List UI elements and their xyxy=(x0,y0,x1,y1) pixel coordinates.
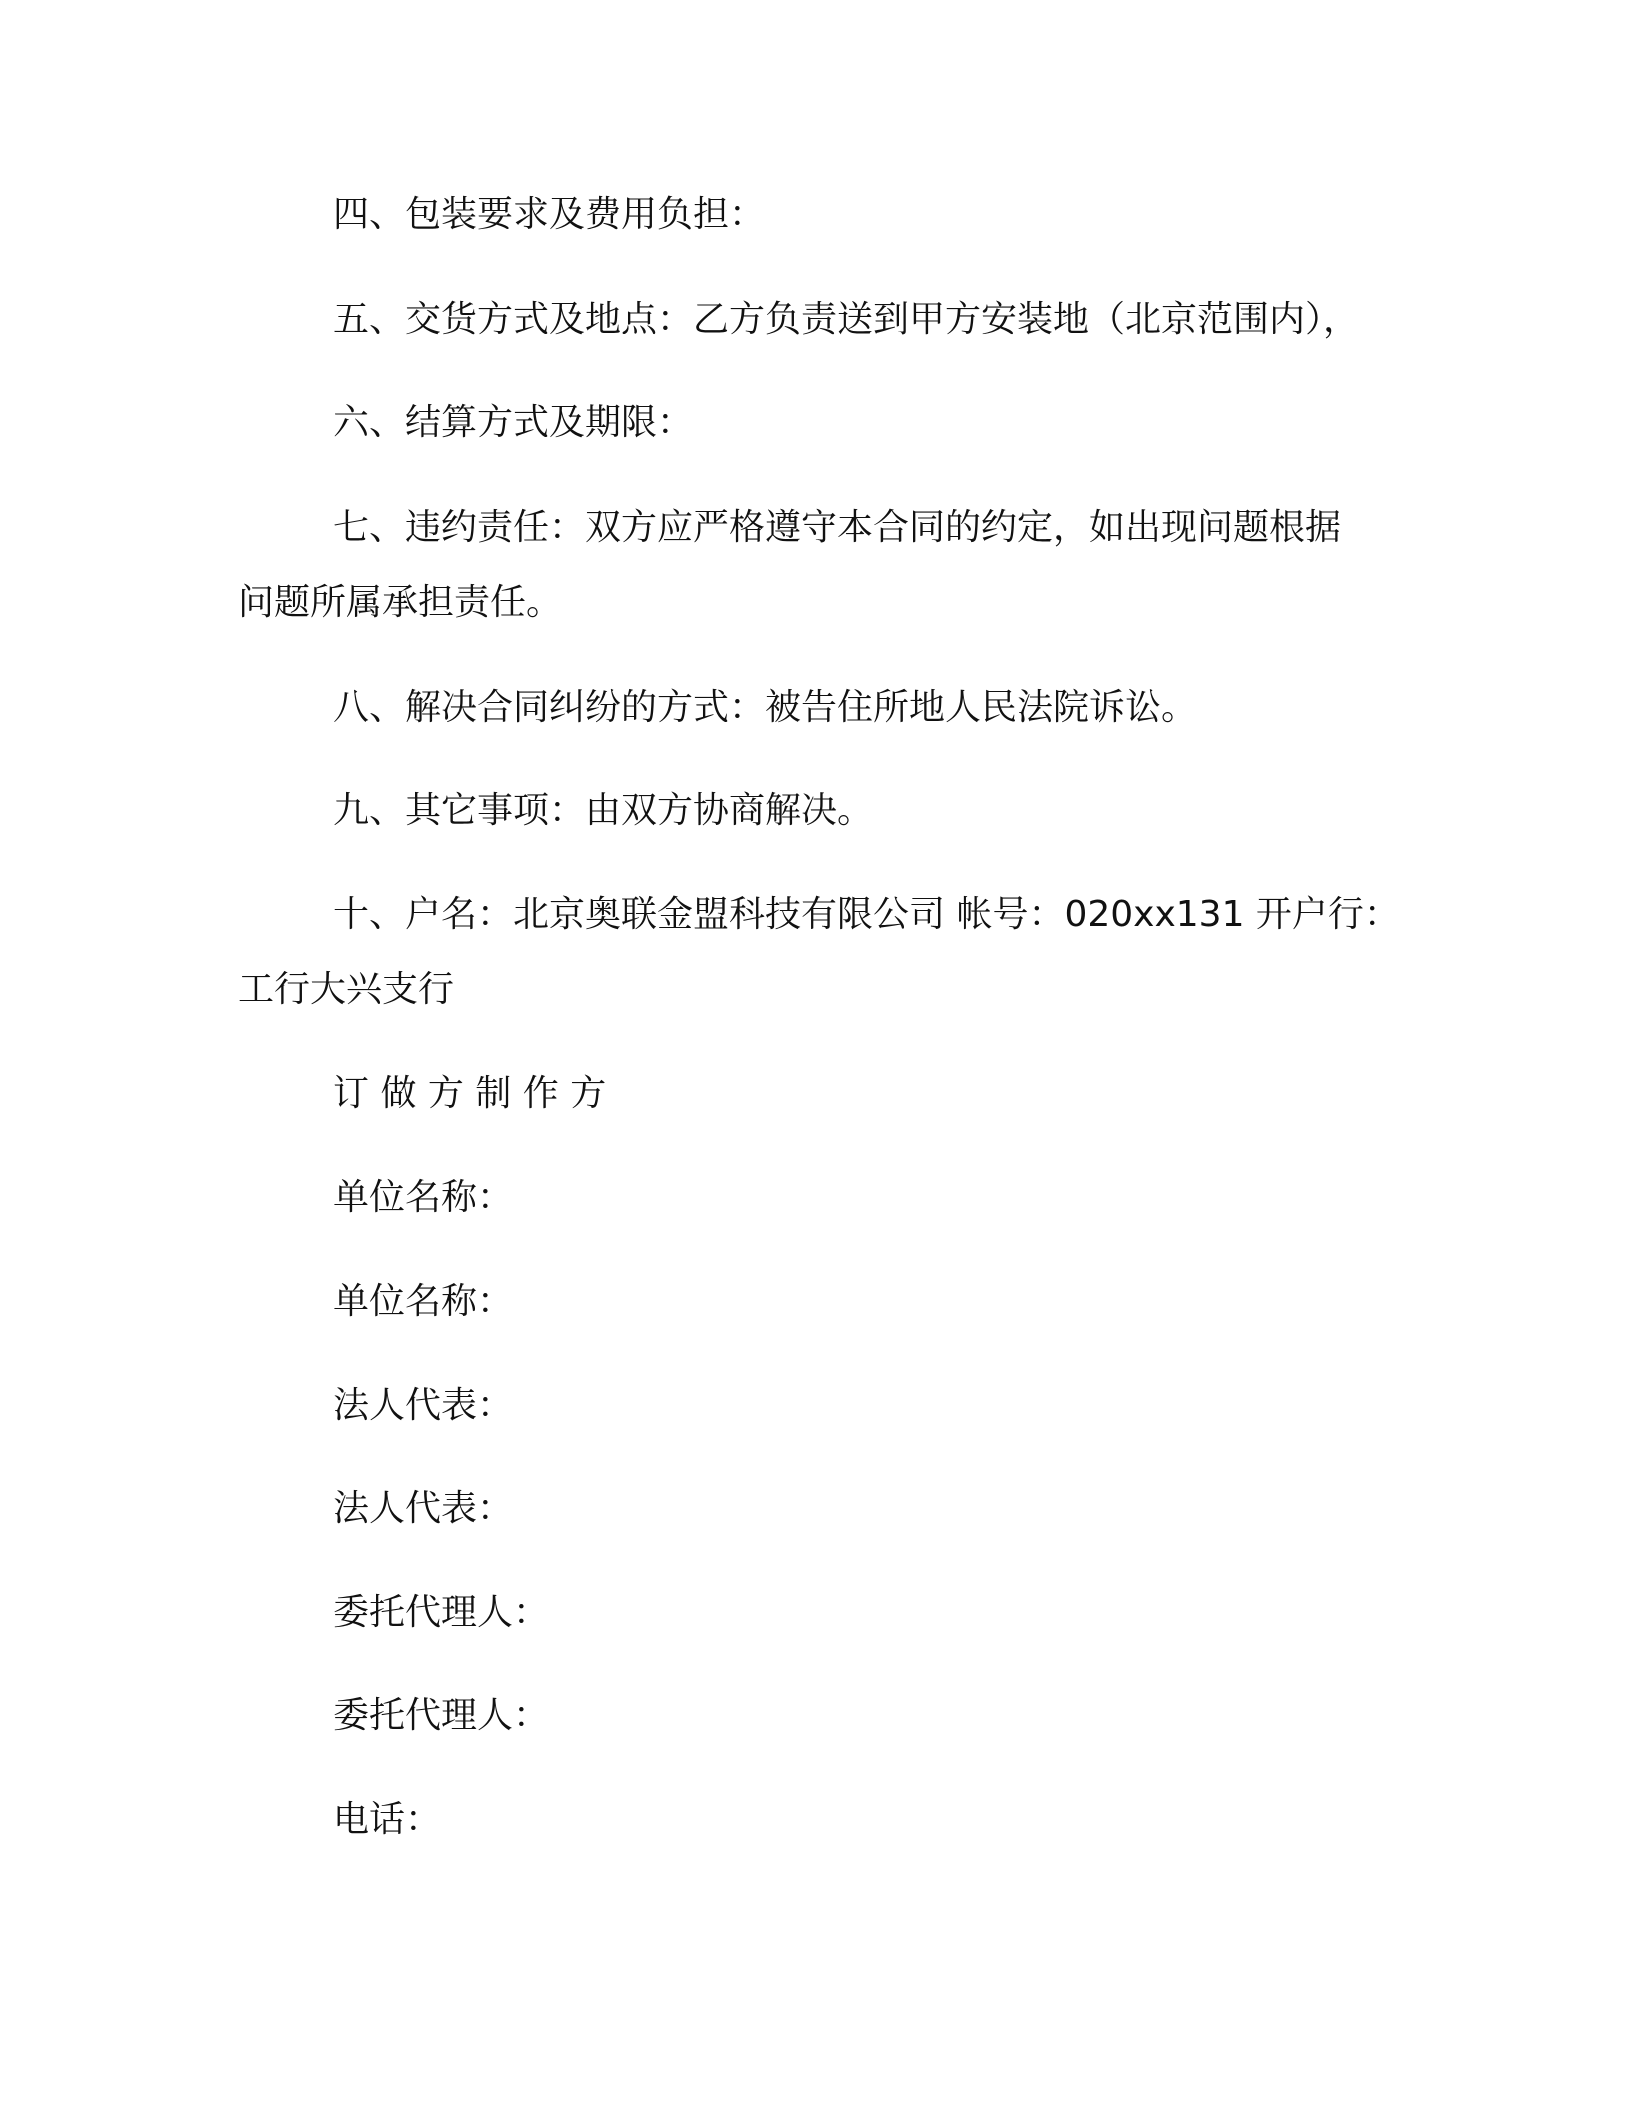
parties-header: 订 做 方 制 作 方 xyxy=(333,1073,607,1114)
clause-dispute: 八、解决合同纠纷的方式：被告住所地人民法院诉讼。 xyxy=(333,687,1198,728)
clause-other: 九、其它事项：由双方协商解决。 xyxy=(333,790,874,831)
clause-liability-line1: 七、违约责任：双方应严格遵守本合同的约定，如出现问题根据 xyxy=(333,507,1342,548)
clause-bank-line2: 工行大兴支行 xyxy=(238,969,455,1010)
phone-field: 电话： xyxy=(333,1799,442,1840)
clause-packaging: 四、包装要求及费用负担： xyxy=(333,194,766,235)
legal-rep-field-1: 法人代表： xyxy=(333,1385,514,1426)
clause-delivery: 五、交货方式及地点：乙方负责送到甲方安装地（北京范围内）， xyxy=(333,299,1360,340)
unit-name-field-1: 单位名称： xyxy=(333,1177,514,1218)
agent-field-1: 委托代理人： xyxy=(333,1592,550,1633)
clause-bank-line1: 十、户名：北京奥联金盟科技有限公司 帐号：020xx131 开户行： xyxy=(333,894,1400,935)
agent-field-2: 委托代理人： xyxy=(333,1695,550,1736)
clause-liability-line2: 问题所属承担责任。 xyxy=(238,582,563,623)
legal-rep-field-2: 法人代表： xyxy=(333,1488,514,1529)
unit-name-field-2: 单位名称： xyxy=(333,1281,514,1322)
clause-settlement: 六、结算方式及期限： xyxy=(333,402,694,443)
